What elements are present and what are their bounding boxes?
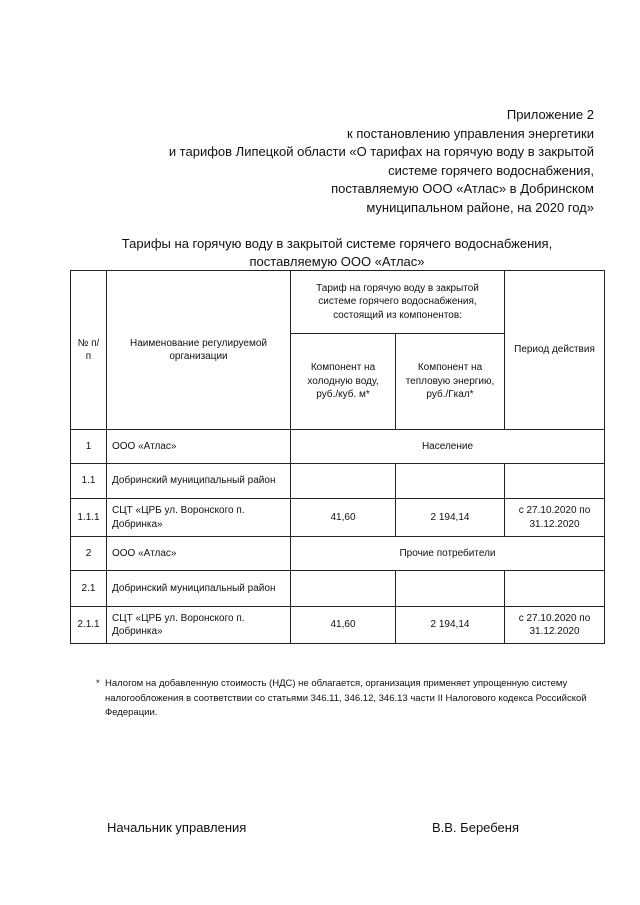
- row-period: [505, 571, 605, 607]
- header-cold: Компонент на холодную воду, руб./куб. м*: [291, 334, 396, 430]
- header-tariff: Тариф на горячую воду в закрытой системе горячего водоснабжения, состоящий из компонентов:: [291, 271, 505, 334]
- row-org: Добринский муниципальный район: [107, 571, 291, 607]
- tariff-table: [70, 270, 605, 644]
- table-row: [71, 607, 605, 644]
- signature-position: Начальник управления: [107, 820, 247, 835]
- header-period: Период действия: [505, 271, 605, 430]
- row-org: СЦТ «ЦРБ ул. Воронского п. Добринка»: [107, 607, 291, 644]
- row-num: 2.1.1: [71, 607, 107, 644]
- header-org: Наименование регулируемой организации: [107, 271, 291, 430]
- row-heat: [396, 464, 505, 499]
- row-cold: 41,60: [291, 607, 396, 644]
- row-num: 2.1: [71, 571, 107, 607]
- title-line-2: поставляемую ООО «Атлас»: [249, 254, 425, 269]
- row-period: [505, 464, 605, 499]
- header-num: № п/п: [71, 271, 107, 430]
- table-header-row: [71, 271, 605, 334]
- row-cold: [291, 571, 396, 607]
- row-num: 1.1.1: [71, 499, 107, 537]
- appendix-line: системе горячего водоснабжения,: [388, 162, 594, 178]
- row-num: 2: [71, 537, 107, 571]
- row-period: с 27.10.2020 по 31.12.2020: [505, 607, 605, 644]
- table-row: [71, 499, 605, 537]
- header-heat: Компонент на тепловую энергию, руб./Гкал*: [396, 334, 505, 430]
- row-group: Население: [291, 430, 605, 464]
- footnote-text: Налогом на добавленную стоимость (НДС) не облагается, организация применяет упрощенную систему налогообложения в соответствии со статьями 346.11, 346.12, 346.13 части II Налогового кодекса Российской Федерации.: [105, 678, 587, 718]
- row-org: ООО «Атлас»: [107, 430, 291, 464]
- signature-name: В.В. Беребеня: [432, 820, 520, 835]
- appendix-line: и тарифов Липецкой области «О тарифах на горячую воду в закрытой: [168, 144, 594, 160]
- appendix-line: муниципальном районе, на 2020 год»: [366, 199, 594, 215]
- row-cold: [291, 464, 396, 499]
- table-row: [71, 537, 605, 571]
- appendix-line: Приложение 2: [506, 107, 594, 122]
- footnote: [96, 677, 601, 721]
- row-group: Прочие потребители: [291, 537, 605, 571]
- row-cold: 41,60: [291, 499, 396, 537]
- row-org: ООО «Атлас»: [107, 537, 291, 571]
- document-title: [70, 235, 604, 271]
- table-row: [71, 464, 605, 499]
- row-num: 1: [71, 430, 107, 464]
- row-org: Добринский муниципальный район: [107, 464, 291, 499]
- row-period: с 27.10.2020 по 31.12.2020: [505, 499, 605, 537]
- footnote-marker: *: [96, 678, 100, 689]
- appendix-line: к постановлению управления энергетики: [347, 125, 594, 141]
- title-line-1: Тарифы на горячую воду в закрытой системе горячего водоснабжения,: [121, 236, 553, 251]
- row-heat: 2 194,14: [396, 607, 505, 644]
- table-row: [71, 571, 605, 607]
- appendix-line: поставляемую ООО «Атлас» в Добринском: [331, 181, 594, 197]
- row-heat: [396, 571, 505, 607]
- row-num: 1.1: [71, 464, 107, 499]
- table-row: [71, 430, 605, 464]
- appendix-header: [74, 106, 594, 218]
- row-org: СЦТ «ЦРБ ул. Воронского п. Добринка»: [107, 499, 291, 537]
- row-heat: 2 194,14: [396, 499, 505, 537]
